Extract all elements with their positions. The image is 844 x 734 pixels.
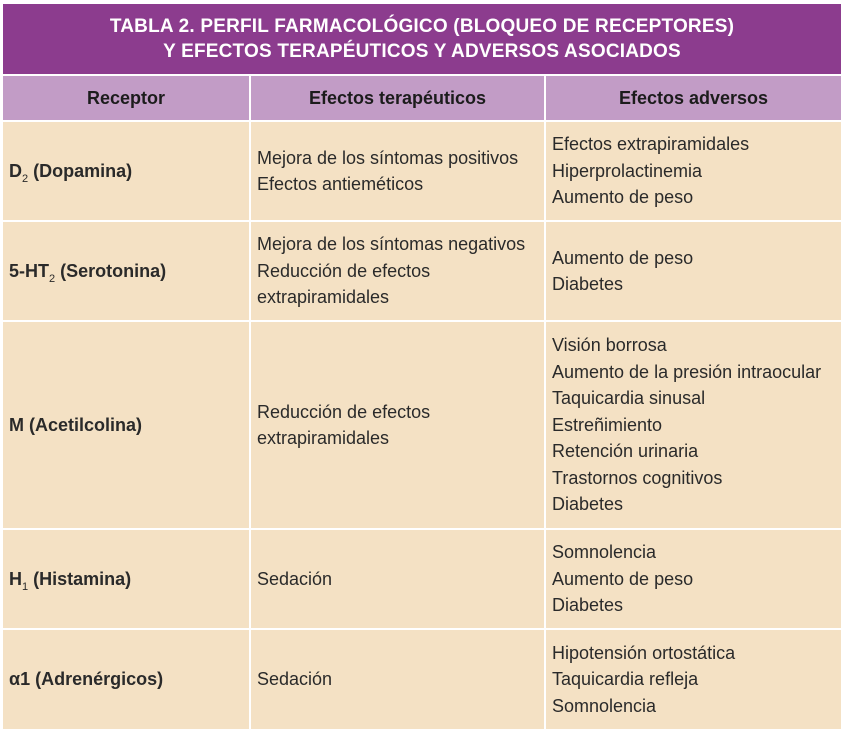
therapeutic-effect: Efectos antieméticos <box>257 174 424 194</box>
adverse-effect: Diabetes <box>552 595 624 616</box>
receptor-subscript: 1 <box>22 580 29 593</box>
table-row <box>3 221 841 321</box>
receptor-subscript: 2 <box>22 172 29 185</box>
receptor-cell <box>3 221 250 321</box>
adverse-effects-cell <box>545 121 841 221</box>
adverse-effect: Taquicardia refleja <box>552 669 699 690</box>
therapeutic-effects-cell <box>250 321 545 529</box>
therapeutic-effects-cell <box>250 629 545 729</box>
adverse-effect: Trastornos cognitivos <box>552 467 723 488</box>
receptor-effects-table <box>3 76 841 729</box>
adverse-effects-cell <box>545 221 841 321</box>
receptor-name: 5-HT <box>9 260 49 281</box>
adverse-effect: Hiperprolactinemia <box>552 160 703 181</box>
adverse-effect: Diabetes <box>552 494 624 515</box>
therapeutic-effect: Reducción de efectos <box>257 401 431 422</box>
receptor-name: H <box>9 568 22 589</box>
therapeutic-effect: Mejora de los síntomas positivos <box>257 147 519 168</box>
adverse-effect: Taquicardia sinusal <box>552 388 706 409</box>
adverse-effect: Retención urinaria <box>552 441 699 462</box>
therapeutic-effect: Sedación <box>257 669 333 690</box>
therapeutic-effects-cell <box>250 529 545 629</box>
adverse-effect: Hipotensión ortostática <box>552 642 736 663</box>
adverse-effects-cell <box>545 529 841 629</box>
receptor-name: D <box>9 160 22 181</box>
receptor-subscript: 2 <box>49 272 56 285</box>
receptor-name: M (Acetilcolina) <box>9 414 143 435</box>
adverse-effect: Aumento de peso <box>552 568 694 589</box>
receptor-description: (Histamina) <box>28 568 132 589</box>
receptor-cell <box>3 629 250 729</box>
receptor-cell <box>3 529 250 629</box>
table-title <box>3 4 841 76</box>
therapeutic-effects-cell <box>250 121 545 221</box>
header-therapeutic-effects: Efectos terapéuticos <box>250 76 545 121</box>
adverse-effects-cell <box>545 321 841 529</box>
adverse-effects-cell <box>545 629 841 729</box>
adverse-effect: Aumento de peso <box>552 247 694 268</box>
adverse-effect: Somnolencia <box>552 542 657 563</box>
adverse-effect: Aumento de la presión intraocular <box>552 361 822 382</box>
therapeutic-effect: extrapiramidales <box>257 428 390 448</box>
receptor-cell <box>3 121 250 221</box>
header-adverse-effects: Efectos adversos <box>545 76 841 121</box>
adverse-effect: Estreñimiento <box>552 414 663 435</box>
pharmacology-table-figure <box>3 4 841 729</box>
adverse-effect: Efectos extrapiramidales <box>552 134 750 155</box>
adverse-effect: Aumento de peso <box>552 187 694 208</box>
table-row <box>3 629 841 729</box>
header-row <box>3 76 841 121</box>
therapeutic-effect: Mejora de los síntomas negativos <box>257 234 526 255</box>
table-row <box>3 529 841 629</box>
receptor-description: (Dopamina) <box>28 160 133 181</box>
header-receptor: Receptor <box>3 76 250 121</box>
table-title-line-2: Y EFECTOS TERAPÉUTICOS Y ADVERSOS ASOCIADOS <box>163 41 681 62</box>
therapeutic-effect: Sedación <box>257 568 333 589</box>
receptor-cell <box>3 321 250 529</box>
receptor-description: (Serotonina) <box>55 260 167 281</box>
table-title-line-1: TABLA 2. PERFIL FARMACOLÓGICO (BLOQUEO DE RECEPTORES) <box>109 16 735 37</box>
adverse-effect: Somnolencia <box>552 695 657 716</box>
adverse-effect: Diabetes <box>552 274 624 294</box>
table-row <box>3 321 841 529</box>
adverse-effect: Visión borrosa <box>552 335 667 356</box>
table-row <box>3 121 841 221</box>
therapeutic-effect: extrapiramidales <box>257 287 390 308</box>
therapeutic-effect: Reducción de efectos <box>257 260 431 281</box>
receptor-name: α1 (Adrenérgicos) <box>9 669 164 690</box>
therapeutic-effects-cell <box>250 221 545 321</box>
